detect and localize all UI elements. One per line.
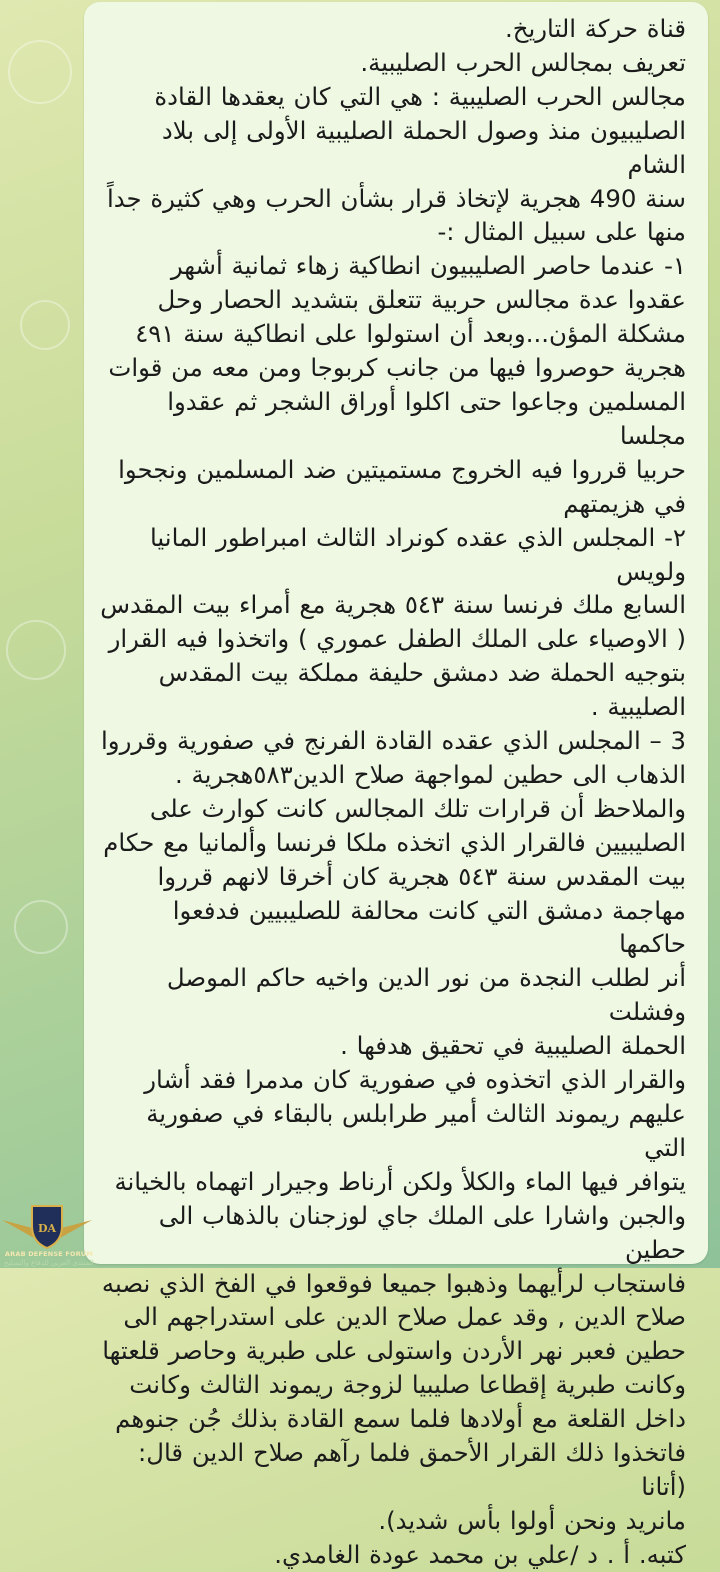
message-line: والملاحظ أن قرارات تلك المجالس كانت كوارث على	[149, 793, 686, 823]
message-line: فاستجاب لرأيهما وذهبوا جميعا فوقعوا في الفخ الذي نصبه	[101, 1268, 686, 1298]
message-line: ٢- المجلس الذي عقده كونراد الثالث امبراطور المانيا ولويس	[149, 522, 686, 586]
message-line: بيت المقدس سنة ٥٤٣ هجرية كان أخرقا لانهم قرروا	[157, 861, 686, 891]
forum-logo-text: ARAB DEFENSE FORUM	[4, 1250, 94, 1258]
message-text	[100, 12, 686, 1572]
message-line: 3 – المجلس الذي عقده القادة الفرنج في صفورية وقرروا	[101, 726, 686, 756]
message-line: ( الاوصياء على الملك الطفل عموري ) واتخذوا فيه القرار	[108, 624, 686, 654]
message-line: وكانت طبرية إقطاعا صليبيا لزوجة ريموند الثالث وكانت	[129, 1370, 686, 1400]
message-line: في هزيمتهم	[563, 488, 686, 518]
background-doodle	[8, 40, 72, 104]
message-line: حربيا قرروا فيه الخروج مستميتين ضد المسلمين ونجحوا	[118, 454, 686, 484]
message-line: كتبه. أ . د /علي بن محمد عودة الغامدي.	[274, 1539, 686, 1569]
message-line: مهاجمة دمشق التي كانت محالفة للصليبيين فدفعوا حاكمها	[172, 895, 686, 959]
message-line: قناة حركة التاريخ.	[504, 14, 686, 43]
message-line: الصليبيين فالقرار الذي اتخذه ملكا فرنسا وألمانيا مع حكام	[103, 827, 686, 857]
message-line: الصليبية .	[590, 692, 686, 722]
message-line: فاتخذوا ذلك القرار الأحمق فلما رآهم صلاح الدين قال:(أتانا	[138, 1438, 686, 1501]
message-line: عقدوا عدة مجالس حربية تتعلق بتشديد الحصار وحل	[157, 285, 686, 315]
message-line: منها على سبيل المثال :-	[437, 217, 686, 247]
background-doodle	[20, 300, 70, 350]
message-line: الحملة الصليبية في تحقيق هدفها .	[340, 1031, 686, 1061]
watermark-caption: المنتدى العربي للدفاع والتسليح	[4, 1259, 94, 1267]
message-line: مجالس الحرب الصليبية : هي التي كان يعقدها القادة	[154, 81, 686, 111]
message-line: أنر لطلب النجدة من نور الدين واخيه حاكم الموصل وفشلت	[166, 963, 686, 1027]
message-line: صلاح الدين , وقد عمل صلاح الدين على استدراجهم الى	[123, 1302, 686, 1332]
message-line: الصليبيون منذ وصول الحملة الصليبية الأولى إلى بلاد الشام	[161, 115, 686, 179]
message-line: والجبن واشارا على الملك جاي لوزجنان بالذهاب الى حطين	[158, 1200, 686, 1264]
message-line: حطين فعبر نهر الأردن واستولى على طبرية وحاصر قلعتها	[102, 1336, 686, 1366]
message-line: مشكلة المؤن...وبعد أن استولوا على انطاكية سنة ٤٩١	[135, 319, 686, 349]
message-line: يتوافر فيها الماء والكلأ ولكن أرناط وجيرار اتهماه بالخيانة	[114, 1166, 686, 1196]
background-doodle	[14, 900, 68, 954]
message-line: مانريد ونحن أولوا بأس شديد).	[378, 1505, 686, 1535]
message-line: سنة 490 هجرية لإتخاذ قرار بشأن الحرب وهي كثيرة جداً	[106, 183, 686, 213]
message-line: بتوجيه الحملة ضد دمشق حليفة مملكة بيت المقدس	[158, 658, 686, 688]
message-line: المسلمين وجاعوا حتى اكلوا أوراق الشجر ثم عقدوا مجلسا	[167, 386, 686, 450]
message-line: والقرار الذي اتخذوه في صفورية كان مدمرا فقد أشار	[144, 1065, 686, 1095]
message-line: الذهاب الى حطين لمواجهة صلاح الدين٥٨٣هجرية .	[174, 759, 686, 789]
logo-initials: DA	[37, 1222, 57, 1235]
message-line: السابع ملك فرنسا سنة ٥٤٣ هجرية مع أمراء بيت المقدس	[100, 590, 686, 620]
background-doodle	[6, 620, 66, 680]
message-line: ١- عندما حاصر الصليبيون انطاكية زهاء ثمانية أشهر	[170, 251, 686, 281]
message-line: تعريف بمجالس الحرب الصليبية.	[360, 47, 686, 77]
message-bubble	[84, 2, 708, 1569]
message-line: داخل القلعة مع أولادها فلما سمع القادة بذلك جُن جنوهم	[115, 1404, 686, 1434]
message-line: عليهم ريموند الثالث أمير طرابلس بالبقاء في صفورية التي	[146, 1099, 686, 1162]
message-line: هجرية حوصروا فيها من جانب كربوجا ومن معه من قوات	[108, 353, 686, 383]
